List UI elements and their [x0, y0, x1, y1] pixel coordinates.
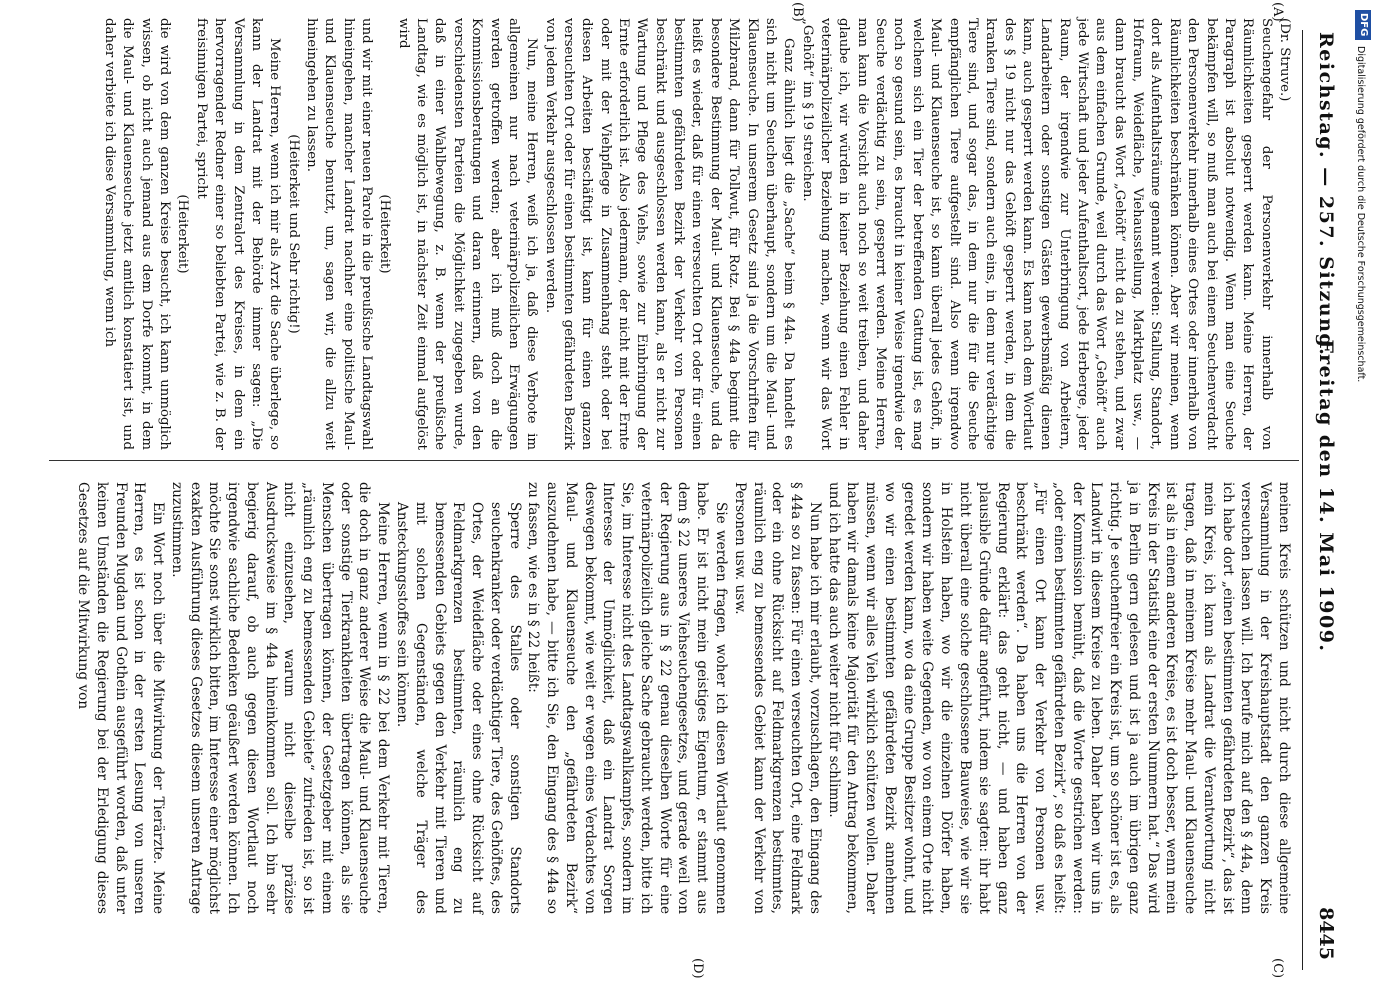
quotation: Sperre des Stalles oder sonstigen Standorts seuchenkranker oder verdächtiger Tiere, des Gehöftes, des Ortes, der Weidefläche oder eines ohne Rücksicht auf Feldmarkgrenzen bestimmten, räumlich eng zu bemessenden Gebiets gegen den Verkehr mit Tieren und mit solchen Gegenständen, welche Träger des Ansteckungsstoffes sein können.	[394, 502, 523, 914]
right-column	[73, 482, 1293, 914]
header-page-number: 8445	[1315, 907, 1337, 960]
paragraph: Nun, meine Herren, weiß ich ja, daß diese Verbote im allgemeinen nur nach veterinärpolizeilichen Erwägungen werden getroffen werden; aber ich muß doch an die Kommissionsberatungen und daran erinnern, daß von den verschiedensten Parteien die Möglichkeit zugegeben wurde, daß in einer Wahlbewegung, z. B. wenn der preußische Landtag, wie es möglich ist, in nächster Zeit einmal aufgelöst wird	[395, 18, 540, 450]
paragraph: Nun habe ich mir erlaubt, vorzuschlagen, den Eingang des § 44a so zu fassen: Für einen verseuchten Ort, eine Feldmark oder ein ohne Rücksicht auf Feldmarkgrenzen bestimmtes, räumlich eng zu bemessendes Gebiet kann der Verkehr von Personen usw. usw.	[731, 482, 823, 914]
left-column	[100, 18, 1293, 450]
header-date: Freitag den 14. Mai 1909.	[1315, 339, 1337, 653]
paragraph: Seuchengefahr der Personenverkehr innerhalb von Räumlichkeiten gesperrt werden kann. Meine Herren, der Paragraph ist absolut notwendig. Wenn man eine Seuche bekämpfen will, so muß man auch bei einem Seuchenverdacht den Personenverkehr innerhalb eines Ortes oder innerhalb von Räumlichkeiten beschränken können. Aber wir meinen, wenn dort als Aufenthaltsräume genannt werden: Stallung, Standort, Hofraum, Weidefläche, Viehausstellung, Marktplatz usw., — dann braucht das Wort „Gehöft“ nicht da zu stehen, und zwar aus dem einfachen Grunde, weil durch das Wort „Gehöft“ auch jede Wirtschaft und jeder Aufenthaltsort, jede Herberge, jeder Raum, der irgendwie zur Unterbringung von Arbeitern, Landarbeitern oder sonstigen Gästen gewerbsmäßig dienen kann, auch gesperrt werden kann. Es kann nach dem Wortlaut des § 19 nicht nur das Gehöft gesperrt werden, in dem die kranken Tiere sind, sondern auch eins, in dem nur verdächtige Tiere sind, und sogar das, in dem nur die für die Seuche empfänglichen Tiere aufgestellt sind. Also wenn irgendwo Maul- und Klauenseuche ist, so kann überall jedes Gehöft, in welchem sich ein Tier der betreffenden Gattung ist, es mag noch so gesund sein, es braucht in keiner Weise irgendwie der Seuche verdächtig zu sein, gesperrt werden. Meine Herren, man kann die Vorsicht auch noch so weit treiben, und daher glaube ich, wir würden in keiner Beziehung einen Fehler in veterinärpolizeilicher Beziehung machen, wenn wir das Wort „Gehöft“ im § 19 streichen.	[799, 18, 1274, 450]
margin-mark-c: (C)	[1270, 958, 1285, 979]
paragraph: Meine Herren, wenn in § 22 bei dem Verkehr mit Tieren, die doch in ganz anderer Weise die Maul- und Klauenseuche oder sonstige Tierkrankheiten übertragen können, als sie Menschen übertragen können, der Gesetzgeber mit einem „räumlich eng zu bemessenden Gebiete“ zufrieden ist, so ist nicht einzusehen, warum nicht dieselbe präzise Ausdrucksweise im § 44a hineinkommen soll. Ich bin sehr begierig darauf, ob auch gegen diesen Wortlaut noch irgendwie sachliche Bedenken geäußert werden können. Ich möchte Sie sonst wirklich bitten, im Interesse einer möglichst exakten Ausführung dieses Gesetzes diesem unseren Antrage zuzustimmen.	[168, 482, 392, 914]
paragraph: die wird von dem ganzen Kreise besucht, ich kann unmöglich wissen, ob nicht auch jemand aus dem Dorfe kommt, in dem die Maul- und Klauenseuche jetzt amtlich konstatiert ist, und daher verbiete ich diese Versammlung, wenn ich	[102, 18, 173, 450]
paragraph: meinen Kreis schützen und nicht durch diese allgemeine Versammlung in der Kreishauptstadt den ganzen Kreis verseuchen lassen will. Ich berufe mich auf den § 44a, denn ich habe dort „einen bestimmten gefährdeten Bezirk“, das ist mein Kreis, ich kann als Landrat die Verantwortung nicht tragen, daß in meinem Kreise mehr Maul- und Klauenseuche ist als in einem anderen Kreise, es ist doch besser, wenn mein Kreis in der Statistik eine der ersten Nummern hat.“ Das wird ja in Berlin gern gelesen und ist ja auch im übrigen ganz richtig. Je seuchenfreier ein Kreis ist, um so schöner ist es, als Landwirt in diesem Kreise zu leben. Daher haben wir uns in der Kommission bemüht, daß die Worte gestrichen werden: „oder einen bestimmten gefährdeten Bezirk“, so daß es heißt: „Für einen Ort kann der Verkehr von Personen usw. beschränkt werden“. Da haben uns die Herren von der Regierung erklärt: das geht nicht, — und haben ganz plausible Gründe dafür angeführt, indem sie sagten: ihr habt nicht überall eine solche geschlossene Bauweise, wie wir sie in Holstein haben, wo wir die einzelnen Dörfer haben, sondern wir haben weite Gegenden, wo von einem Orte nicht geredet werden kann, wo da eine Gruppe Besitzer wohnt, und wo wir einen bestimmten gefährdeten Bezirk annehmen müssen, wenn wir alles Vieh wirklich schützen wollen. Daher haben wir damals keine Majorität für den Antrag bekommen, und ich hatte das auch weiter nicht für schlimm.	[825, 482, 1292, 914]
dfg-logo: DFG	[1355, 10, 1371, 40]
paragraph: Ein Wort noch über die Mitwirkung der Tierärzte. Meine Herren, es ist schon in der ersten Lesung von unseren Freunden Mugdan und Gothein ausgeführt worden, daß unter keinen Umständen die Regierung bei der Erledigung dieses Gesetzes auf die Mitwirkung von	[75, 482, 167, 914]
interjection: (Heiterkeit und Sehr richtig!)	[285, 134, 301, 334]
digitization-stamp	[1352, 10, 1378, 995]
funding-note: Digitalisierung gefördert durch die Deutsche Forschungsgemeinschaft.	[1355, 46, 1366, 383]
page-header	[1307, 32, 1337, 960]
paragraph: Ganz ähnlich liegt die „Sache“ beim § 44a. Da handelt es sich nicht um Seuchen überhaupt, sondern um die Maul- und Klauenseuche. In unserem Gesetz sind ja die Vorschriften für Milzbrand, dann für Tollwut, für Rotz. Bei § 44a beginnt die besondere Bestimmung der Maul- und Klauenseuche, und da heißt es wieder, daß für einen verseuchten Ort oder für einen bestimmten gefährdeten Bezirk der Verkehr von Personen beschränkt und ausgeschlossen werden kann, als er nicht zur Wartung und Pflege des Viehs, sowie zur Einbringung der Ernte erforderlich ist. Also jedermann, der nicht mit der Ernte oder mit der Viehpflege in Zusammenhang steht oder bei diesen Arbeiten beschäftigt ist, kann für einen ganzen verseuchten Ort oder für einen bestimmten gefährdeten Bezirk von jedem Verkehr ausgeschlossen werden.	[542, 18, 797, 450]
margin-mark-a: (A)	[1270, 2, 1285, 22]
interjection: (Heiterkeit)	[175, 194, 191, 274]
margin-mark-d: (D)	[690, 958, 705, 979]
paragraph: und wir mit einer neuen Parole in die preußische Landtagswahl hineingehen, mancher Landrat nachher eine politische Maul- und Klauenseuche benutzt, um, sagen wir, die allzu weit hineingehen zu lassen.	[303, 18, 375, 450]
interjection: (Heiterkeit)	[377, 194, 393, 274]
paragraph: Sie werden fragen, woher ich diesen Wortlaut genommen habe. Er ist nicht mein geistiges Eigentum, er stammt aus dem § 22 unseres Viehseuchengesetzes, und gerade weil von der Regierung aus in § 22 genau dieselben Worte für eine veterinärpolizeilich gleiche Sache gebraucht werden, bitte ich Sie, im Interesse nicht des Landtagswahlkampfes, sondern im Interesse der Unmöglichkeit, daß ein Landrat Sorgen deswegen bekommt, wie weit er wegen eines Verdachtes von Maul- und Klauenseuche den „gefährdeten Bezirk“ auszudehnen habe, — bitte ich Sie, den Eingang des § 44a so zu fassen, wie es in § 22 heißt:	[525, 482, 730, 914]
header-rule	[1302, 30, 1303, 970]
column-divider	[49, 460, 1299, 461]
speaker-name: (Dr. Struve.)	[1277, 18, 1292, 102]
paragraph: Meine Herren, wenn ich mir als Arzt die Sache überlege, so kann der Landrat mit der Behörde immer sagen: „Die Versammlung in dem Zentralort des Kreises, in dem ein hervorragender Redner einer so beliebten Partei, wie z. B. der freisinnigen Partei, spricht	[193, 18, 283, 450]
rotated-page	[45, 0, 1345, 1000]
header-session: Reichstag. — 257. Sitzung.	[1315, 32, 1337, 357]
margin-mark-b: (B)	[790, 2, 805, 22]
